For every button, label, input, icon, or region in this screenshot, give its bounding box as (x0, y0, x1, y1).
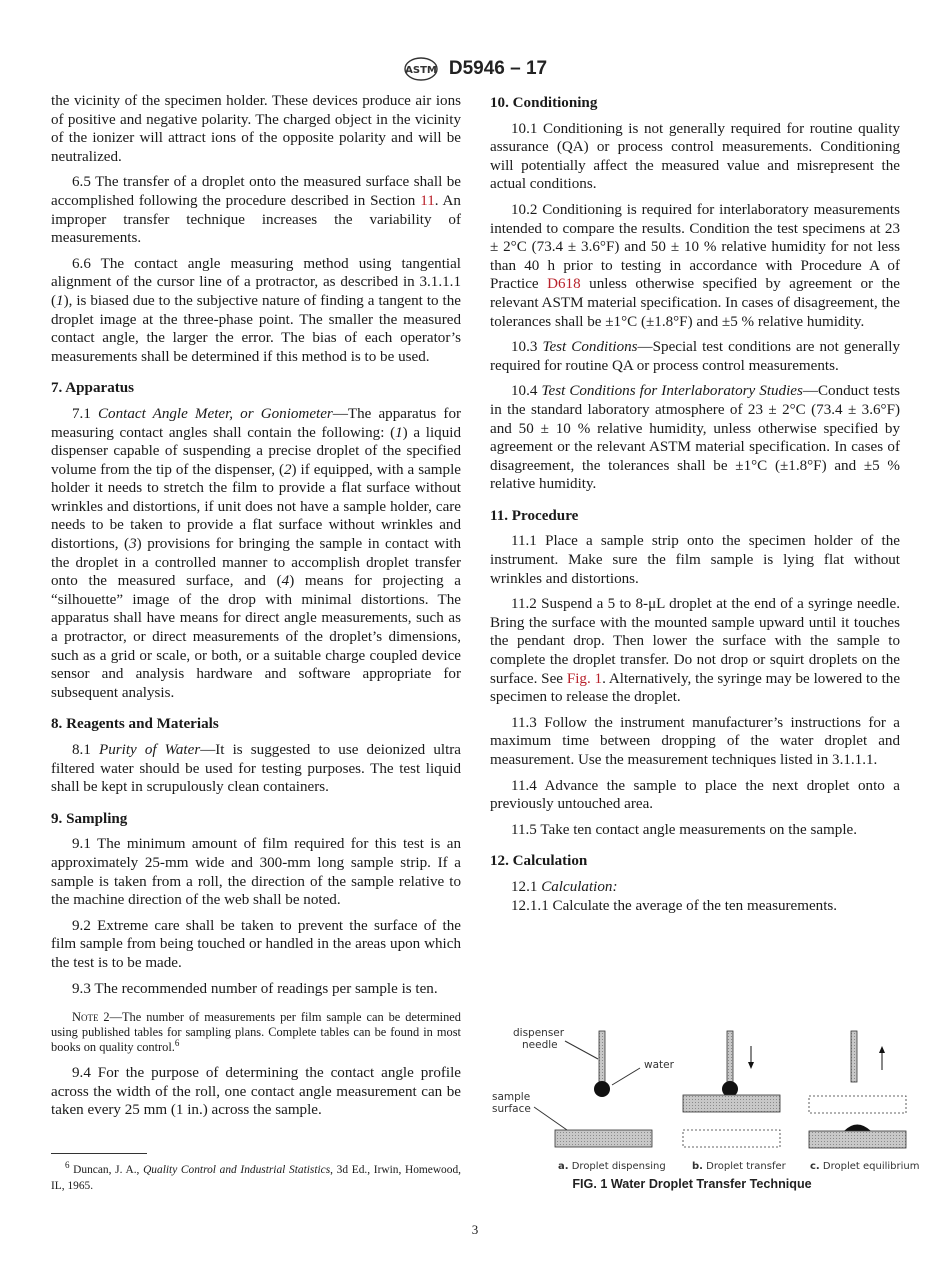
svg-text:c. Droplet equilibrium: c. Droplet equilibrium (810, 1161, 920, 1172)
paragraph-12-1-1: 12.1.1 Calculate the average of the ten measurements. (511, 897, 838, 914)
footnote-ref-6[interactable]: 6 (174, 1038, 180, 1048)
footnote-divider (51, 1153, 147, 1154)
section-heading-8: 8. Reagents and Materials (51, 716, 219, 733)
paragraph-11-3: 11.3 Follow the instrument manufacturer’s instructions for a maximum time between dropping of the water droplet and measurement. Use the measurement techniques listed in 3.1.1.1. (490, 714, 900, 768)
paragraph-9-3: 9.3 The recommended number of readings per sample is ten. (72, 980, 438, 997)
section-heading-7: 7. Apparatus (51, 380, 135, 397)
paragraph-12-1: 12.1 Calculation: (511, 878, 618, 895)
footnote-6: $^6$ Duncan, J. A., Quality Control and Industrial Statistics, 3d Ed., Irwin, Homewood, IL, 1965. (51, 1160, 461, 1192)
paragraph-9-4: 9.4 For the purpose of determining the contact angle profile across the width of the roll, one contact angle measurement can be taken every 25 mm (1 in.) across the sample. (51, 1065, 461, 1119)
paragraph-9-1: 9.1 The minimum amount of film required for this test is an approximately 25-mm wide and 300-mm long sample strip. If a sample is taken from a roll, the direction of the sample relative to the machine direction of the web shall be noted. (51, 836, 461, 909)
section-heading-11: 11. Procedure (490, 507, 579, 524)
paragraph-6-4-continued: the vicinity of the specimen holder. These devices produce air ions of positive and negative polarity. The charged object in the vicinity of the ionizer will attract ions of the opposite polarity and will be neutralized. (51, 93, 461, 165)
svg-text:sample: sample (492, 1091, 531, 1103)
paragraph-6-5: 6.5 The transfer of a droplet onto the measured surface shall be accomplished following the procedure described in Section 11. An improper transfer technique increases the variability of measurements. (51, 174, 461, 247)
paragraph-8-1: 8.1 Purity of Water—It is suggested to use deionized ultra filtered water should be used for testing purposes. The test liquid shall be kept in scrupulously clean containers. (51, 742, 461, 796)
document-designation: D5946 – 17 (448, 58, 548, 79)
page-number: 3 (471, 1222, 479, 1237)
paragraph-11-1: 11.1 Place a sample strip onto the specimen holder of the instrument. Make sure the film sample is lying flat without wrinkles and distortions. (490, 533, 900, 587)
right-column (490, 92, 900, 915)
section-heading-12: 12. Calculation (490, 853, 588, 870)
panel-c-equilibrium (809, 1031, 906, 1148)
paragraph-7-1: 7.1 Contact Angle Meter, or Goniometer—The apparatus for measuring contact angles shall contain the following: (1) a liquid dispenser capable of suspending a precise droplet of the specified volume from the tip of the dispenser, (2) if equipped, with a sample holder it needs to stretch the film to provide a flat surface without wrinkles and distortions, if unit does not have a sample holder, care needs to be taken to provide a flat surface without wrinkles and distortions, (3) provisions for bringing the sample in contact with the droplet in a controlled manner to accomplish droplet transfer onto the measured surface, and (4) means for projecting a “silhouette” image of the drop with minimal distortions. The apparatus shall have means for direct angle measurements, such as a protractor, or direct measurements of the droplet’s dimensions, such as a grid or scale, or both, or a suitable charge coupled device sensor and analysis hardware and software appropriate for subsequent analysis. (51, 405, 462, 701)
svg-text:dispenser: dispenser (513, 1027, 565, 1039)
svg-text:needle: needle (522, 1039, 558, 1051)
left-column (51, 92, 461, 1127)
page-header (0, 56, 950, 82)
panel-b-transfer (683, 1031, 780, 1147)
svg-text:water: water (644, 1059, 674, 1071)
section-heading-9: 9. Sampling (51, 810, 128, 827)
paragraph-11-2: 11.2 Suspend a 5 to 8-μL droplet at the end of a syringe needle. Bring the surface with the mounted sample upward until it touches the pendant drop. Then lower the surface with the sample to complete the droplet transfer. Do not drop or squirt droplets on the surface. See Fig. 1. Alternatively, the syringe may be lowered to the specimen to release the droplet. (490, 596, 901, 706)
paragraph-6-6: 6.6 The contact angle measuring method using tangential alignment of the cursor line of a protractor, as described in 3.1.1.1 (1), is biased due to the subjective nature of finding a tangent to the droplet image at the three-phase point. The smaller the measured contact angle, the larger the error. The bias of each operator’s measurements shall be determined if this method is to be used. (51, 255, 461, 365)
svg-text:surface: surface (492, 1103, 531, 1115)
note-2: Note 2—The number of measurements per film sample can be determined using published tables for sampling plans. Complete tables can be found in most books on quality control.$^6$ (51, 1010, 461, 1055)
section-11-link[interactable]: 11 (420, 192, 435, 209)
figure-1-caption: FIG. 1 Water Droplet Transfer Technique (572, 1177, 812, 1191)
svg-text:ASTM: ASTM (405, 65, 437, 76)
paragraph-10-2: 10.2 Conditioning is required for interlaboratory measurements intended to compare the results. Condition the test specimens at 23 ± 2°C (73.4 ± 3.6°F) and 50 ± 10 % relative humidity for not less than 40 h prior to testing in accordance with Procedure A of Practice D618 unless otherwise specified by agreement or the relevant ASTM material specification. In cases of disagreement, the tolerances shall be ±1°C (±1.8°F) and ±5 % relative humidity. (490, 201, 900, 330)
paragraph-10-4: 10.4 Test Conditions for Interlaboratory Studies—Conduct tests in the standard laboratory atmosphere of 23 ± 2°C (73.4 ± 3.6°F) and 50 ± 10 % relative humidity, unless otherwise specified by agreement or the relevant ASTM material specification. In cases of disagreement, the tolerances shall be ±1°C (±1.8°F) and ±5 % relative humidity. (490, 383, 901, 493)
paragraph-9-2: 9.2 Extreme care shall be taken to prevent the surface of the film sample from being touched or handled in the areas upon which the test is to be made. (51, 917, 461, 971)
paragraph-10-3: 10.3 Test Conditions—Special test conditions are not generally required for routine QA or process control measurements. (490, 339, 900, 374)
paragraph-11-5: 11.5 Take ten contact angle measurements on the sample. (511, 821, 857, 838)
paragraph-11-4: 11.4 Advance the sample to place the next droplet onto a previously untouched area. (490, 777, 900, 813)
svg-text:b. Droplet transfer: b. Droplet transfer (692, 1161, 786, 1172)
figure-1-diagram (482, 1018, 922, 1198)
astm-logo-icon (403, 56, 439, 82)
paragraph-10-1: 10.1 Conditioning is not generally required for routine quality assurance (QA) or process control measurements. Conditioning will potentially affect the measured value and misrepresent the actual conditions. (490, 120, 900, 193)
d618-link[interactable]: D618 (547, 276, 581, 293)
fig-1-link[interactable]: Fig. 1 (566, 670, 603, 687)
svg-text:a. Droplet dispensing: a. Droplet dispensing (558, 1161, 666, 1172)
section-heading-10: 10. Conditioning (490, 95, 598, 111)
panel-a-dispensing (555, 1031, 652, 1147)
